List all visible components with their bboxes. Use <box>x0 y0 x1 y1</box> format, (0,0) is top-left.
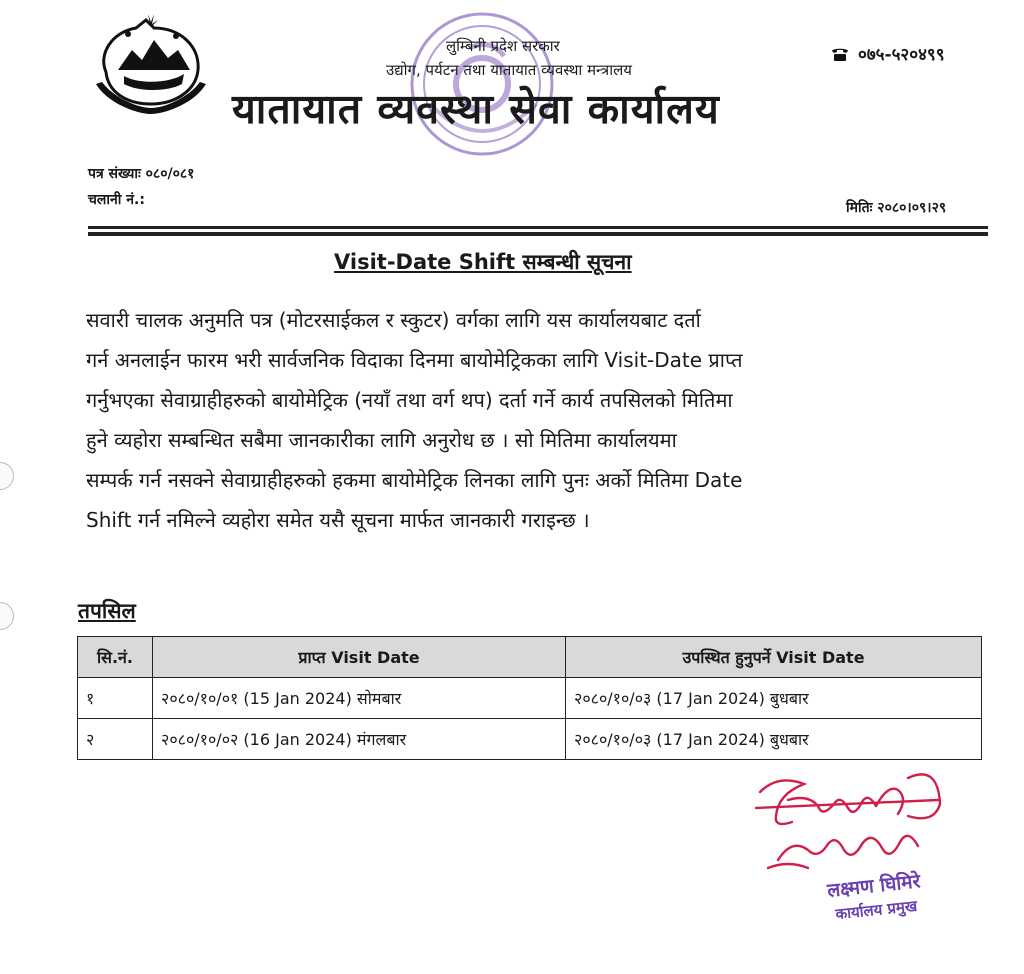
table-cell: २०८०/१०/०३ (17 Jan 2024) बुधबार <box>566 678 982 719</box>
column-header-attend-date: उपस्थित हुनुपर्ने Visit Date <box>566 637 982 678</box>
office-title: यातायात व्यवस्था सेवा कार्यालय <box>232 85 720 133</box>
notice-line: Shift गर्न नमिल्ने व्यहोरा समेत यसै सूचना मार्फत जानकारी गराइन्छ । <box>86 508 590 532</box>
column-header-serial: सि.नं. <box>78 637 153 678</box>
signer-post: कार्यालय प्रमुख <box>834 896 918 924</box>
column-header-received-date: प्राप्त Visit Date <box>153 637 566 678</box>
government-line: लुम्बिनी प्रदेश सरकार <box>446 37 560 55</box>
punch-hole <box>0 462 14 490</box>
phone-number: ०७५-५२०४९९ <box>858 45 945 65</box>
header-rule <box>88 226 988 229</box>
table-cell: २ <box>78 719 153 760</box>
letter-date: मितिः २०८०।०९।२९ <box>846 200 947 216</box>
notice-line: हुने व्यहोरा सम्बन्धित सबैमा जानकारीका लागि अनुरोध छ । सो मितिमा कार्यालयमा <box>86 428 677 452</box>
punch-hole <box>0 602 14 630</box>
table-cell: २०८०/१०/०२ (16 Jan 2024) मंगलबार <box>153 719 566 760</box>
telephone-icon <box>830 46 850 62</box>
letter-ref-no: पत्र संख्याः ०८०/०८१ <box>88 166 195 182</box>
table-row <box>78 719 982 760</box>
dispatch-no: चलानी नं.: <box>88 192 145 208</box>
notice-title: Visit-Date Shift सम्बन्धी सूचना <box>334 250 632 274</box>
table-cell: १ <box>78 678 153 719</box>
notice-line: सवारी चालक अनुमति पत्र (मोटरसाईकल र स्कुटर) वर्गका लागि यस कार्यालयबाट दर्ता <box>86 308 701 332</box>
phone-block <box>830 42 945 65</box>
notice-line: सम्पर्क गर्न नसक्ने सेवाग्राहीहरुको हकमा बायोमेट्रिक लिनका लागि पुनः अर्को मितिमा Date <box>86 468 743 492</box>
schedule-table <box>77 636 982 760</box>
handwritten-signature <box>748 764 948 876</box>
table-row <box>78 678 982 719</box>
table-cell: २०८०/१०/०१ (15 Jan 2024) सोमबार <box>153 678 566 719</box>
notice-body <box>86 300 986 540</box>
signer-stamp <box>793 864 959 950</box>
table-header-row <box>78 637 982 678</box>
signer-name: लक्ष्मण घिमिरे <box>826 870 922 902</box>
notice-line: गर्नुभएका सेवाग्राहीहरुको बायोमेट्रिक (नयाँ तथा वर्ग थप) दर्ता गर्ने कार्य तपसिलको मितिमा <box>86 388 733 412</box>
details-label: तपसिल <box>78 599 136 623</box>
notice-line: गर्न अनलाईन फारम भरी सार्वजनिक विदाका दिनमा बायोमेट्रिकका लागि Visit-Date प्राप्त <box>86 348 743 372</box>
table-cell: २०८०/१०/०३ (17 Jan 2024) बुधबार <box>566 719 982 760</box>
nepal-emblem-icon <box>88 14 214 118</box>
header-rule-thick <box>88 232 988 236</box>
ministry-line: उद्योग, पर्यटन तथा यातायात व्यवस्था मन्त्रालय <box>386 61 632 79</box>
